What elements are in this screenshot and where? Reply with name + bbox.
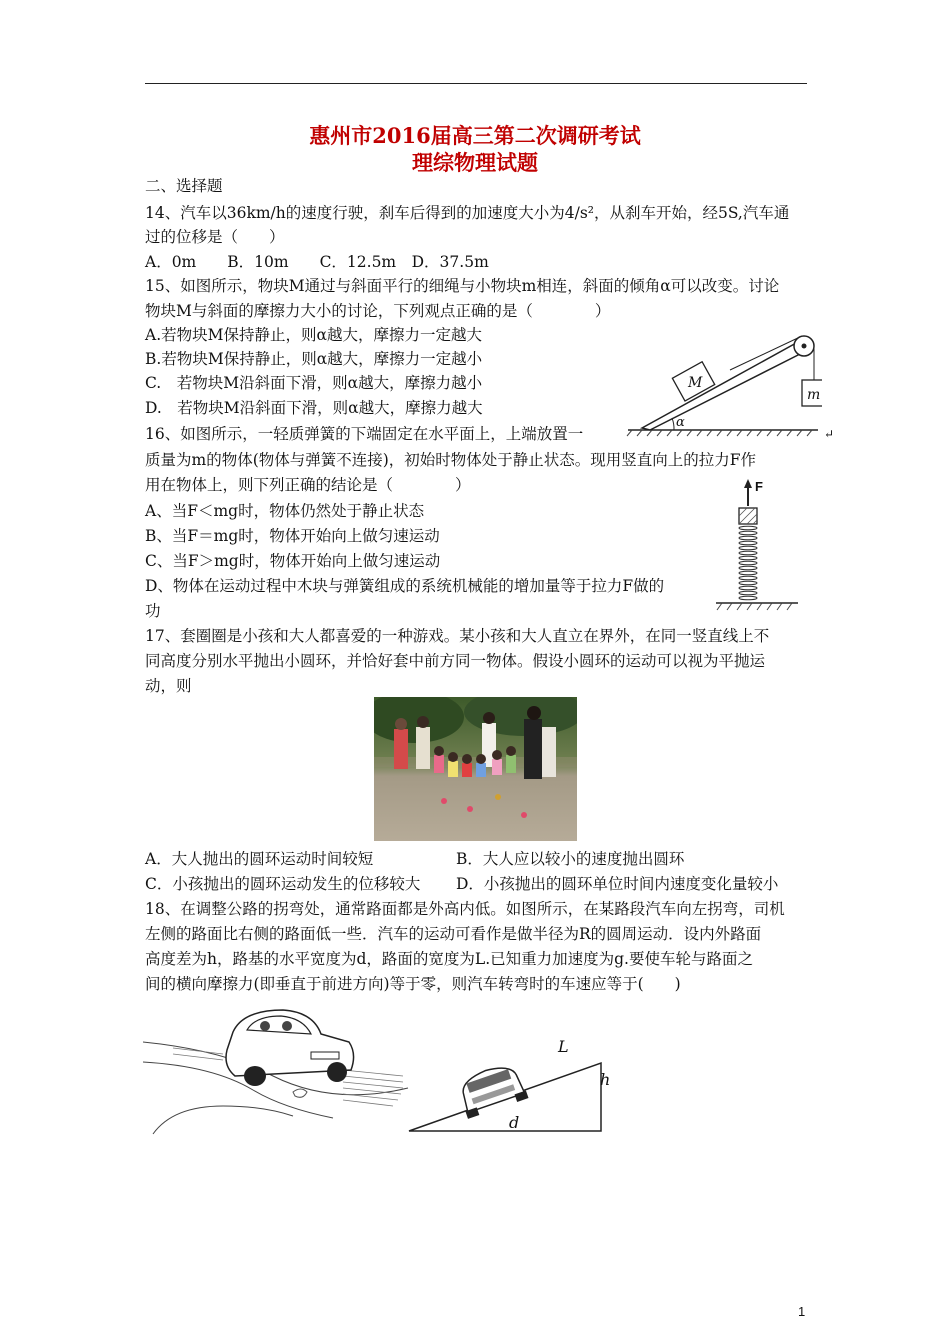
ring-toss-photo bbox=[374, 697, 577, 841]
q18-line2: 左侧的路面比右侧的路面低一些．汽车的运动可看作是做半径为R的圆周运动．设内外路面 bbox=[145, 925, 762, 943]
fig-label-alpha: α bbox=[676, 415, 685, 430]
fig-label-F: F bbox=[755, 479, 763, 494]
q15-option-d: D. 若物块M沿斜面下滑，则α越大，摩擦力越大 bbox=[145, 399, 483, 417]
q17-option-a: A．大人抛出的圆环运动时间较短 bbox=[145, 850, 374, 868]
fig-label-d: d bbox=[509, 1113, 520, 1132]
car-turning-road-figure bbox=[143, 1006, 413, 1136]
q15-option-a: A.若物块M保持静止，则α越大，摩擦力一定越大 bbox=[145, 326, 482, 344]
header-rule bbox=[145, 83, 807, 84]
paragraph-mark: ↵ bbox=[824, 427, 835, 441]
q17-line1: 17、套圈圈是小孩和大人都喜爱的一种游戏。某小孩和大人直立在界外，在同一竖直线上不 bbox=[145, 627, 770, 645]
q16-option-d-cont: 功 bbox=[145, 602, 161, 620]
q16-line2: 质量为m的物体(物体与弹簧不连接)，初始时物体处于静止状态。现用竖直向上的拉力F作 bbox=[145, 451, 757, 469]
q15-option-b: B.若物块M保持静止，则α越大，摩擦力一定越小 bbox=[145, 350, 483, 368]
q14-line1: 14、汽车以36km/h的速度行驶，刹车后得到的加速度大小为4/s²，从刹车开始，经5S,汽车通 bbox=[145, 204, 790, 222]
fig-label-L: L bbox=[558, 1037, 569, 1056]
q17-option-b: B．大人应以较小的速度抛出圆环 bbox=[456, 850, 685, 868]
q17-option-c: C．小孩抛出的圆环运动发生的位移较大 bbox=[145, 875, 421, 893]
q17-option-d: D．小孩抛出的圆环单位时间内速度变化量较小 bbox=[456, 875, 779, 893]
q15-line1: 15、如图所示，物块M通过与斜面平行的细绳与小物块m相连，斜面的倾角α可以改变。讨论 bbox=[145, 277, 780, 295]
banked-road-figure bbox=[405, 1055, 605, 1135]
section-heading: 二、选择题 bbox=[145, 177, 223, 195]
q15-option-c: C. 若物块M沿斜面下滑，则α越大，摩擦力越小 bbox=[145, 374, 483, 392]
q16-option-a: A、当F＜mg时，物体仍然处于静止状态 bbox=[145, 502, 425, 520]
fig-label-h: h bbox=[600, 1070, 611, 1089]
q16-line3: 用在物体上，则下列正确的结论是（ ） bbox=[145, 476, 471, 494]
q18-line1: 18、在调整公路的拐弯处，通常路面都是外高内低。如图所示，在某路段汽车向左拐弯，司机 bbox=[145, 900, 785, 918]
q18-line3: 高度差为h，路基的水平宽度为d，路面的宽度为L.已知重力加速度为g.要使车轮与路面之 bbox=[145, 950, 753, 968]
q16-line1: 16、如图所示，一轻质弹簧的下端固定在水平面上，上端放置一 bbox=[145, 425, 584, 443]
fig-label-M: M bbox=[688, 375, 703, 391]
q15-line2: 物块M与斜面的摩擦力大小的讨论，下列观点正确的是（ ） bbox=[145, 302, 611, 320]
q17-line3: 动，则 bbox=[145, 677, 192, 695]
q17-line2: 同高度分别水平抛出小圆环，并恰好套中前方同一物体。假设小圆环的运动可以视为平抛运 bbox=[145, 652, 766, 670]
page-number: 1 bbox=[798, 1304, 806, 1319]
q18-line4: 间的横向摩擦力(即垂直于前进方向)等于零，则汽车转弯时的车速应等于( ) bbox=[145, 975, 681, 993]
q16-option-b: B、当F＝mg时，物体开始向上做匀速运动 bbox=[145, 527, 440, 545]
q16-option-d: D、物体在运动过程中木块与弹簧组成的系统机械能的增加量等于拉力F做的 bbox=[145, 577, 665, 595]
q16-option-c: C、当F＞mg时，物体开始向上做匀速运动 bbox=[145, 552, 441, 570]
fig-label-m: m bbox=[807, 387, 821, 403]
exam-subtitle: 理综物理试题 bbox=[412, 150, 538, 175]
incline-pulley-figure bbox=[622, 322, 822, 440]
q14-options: A．0m B．10m C．12.5m D．37.5m bbox=[145, 253, 489, 271]
exam-title: 惠州市2016届高三第二次调研考试 bbox=[309, 123, 641, 148]
q14-line2: 过的位移是（ ） bbox=[145, 228, 285, 246]
